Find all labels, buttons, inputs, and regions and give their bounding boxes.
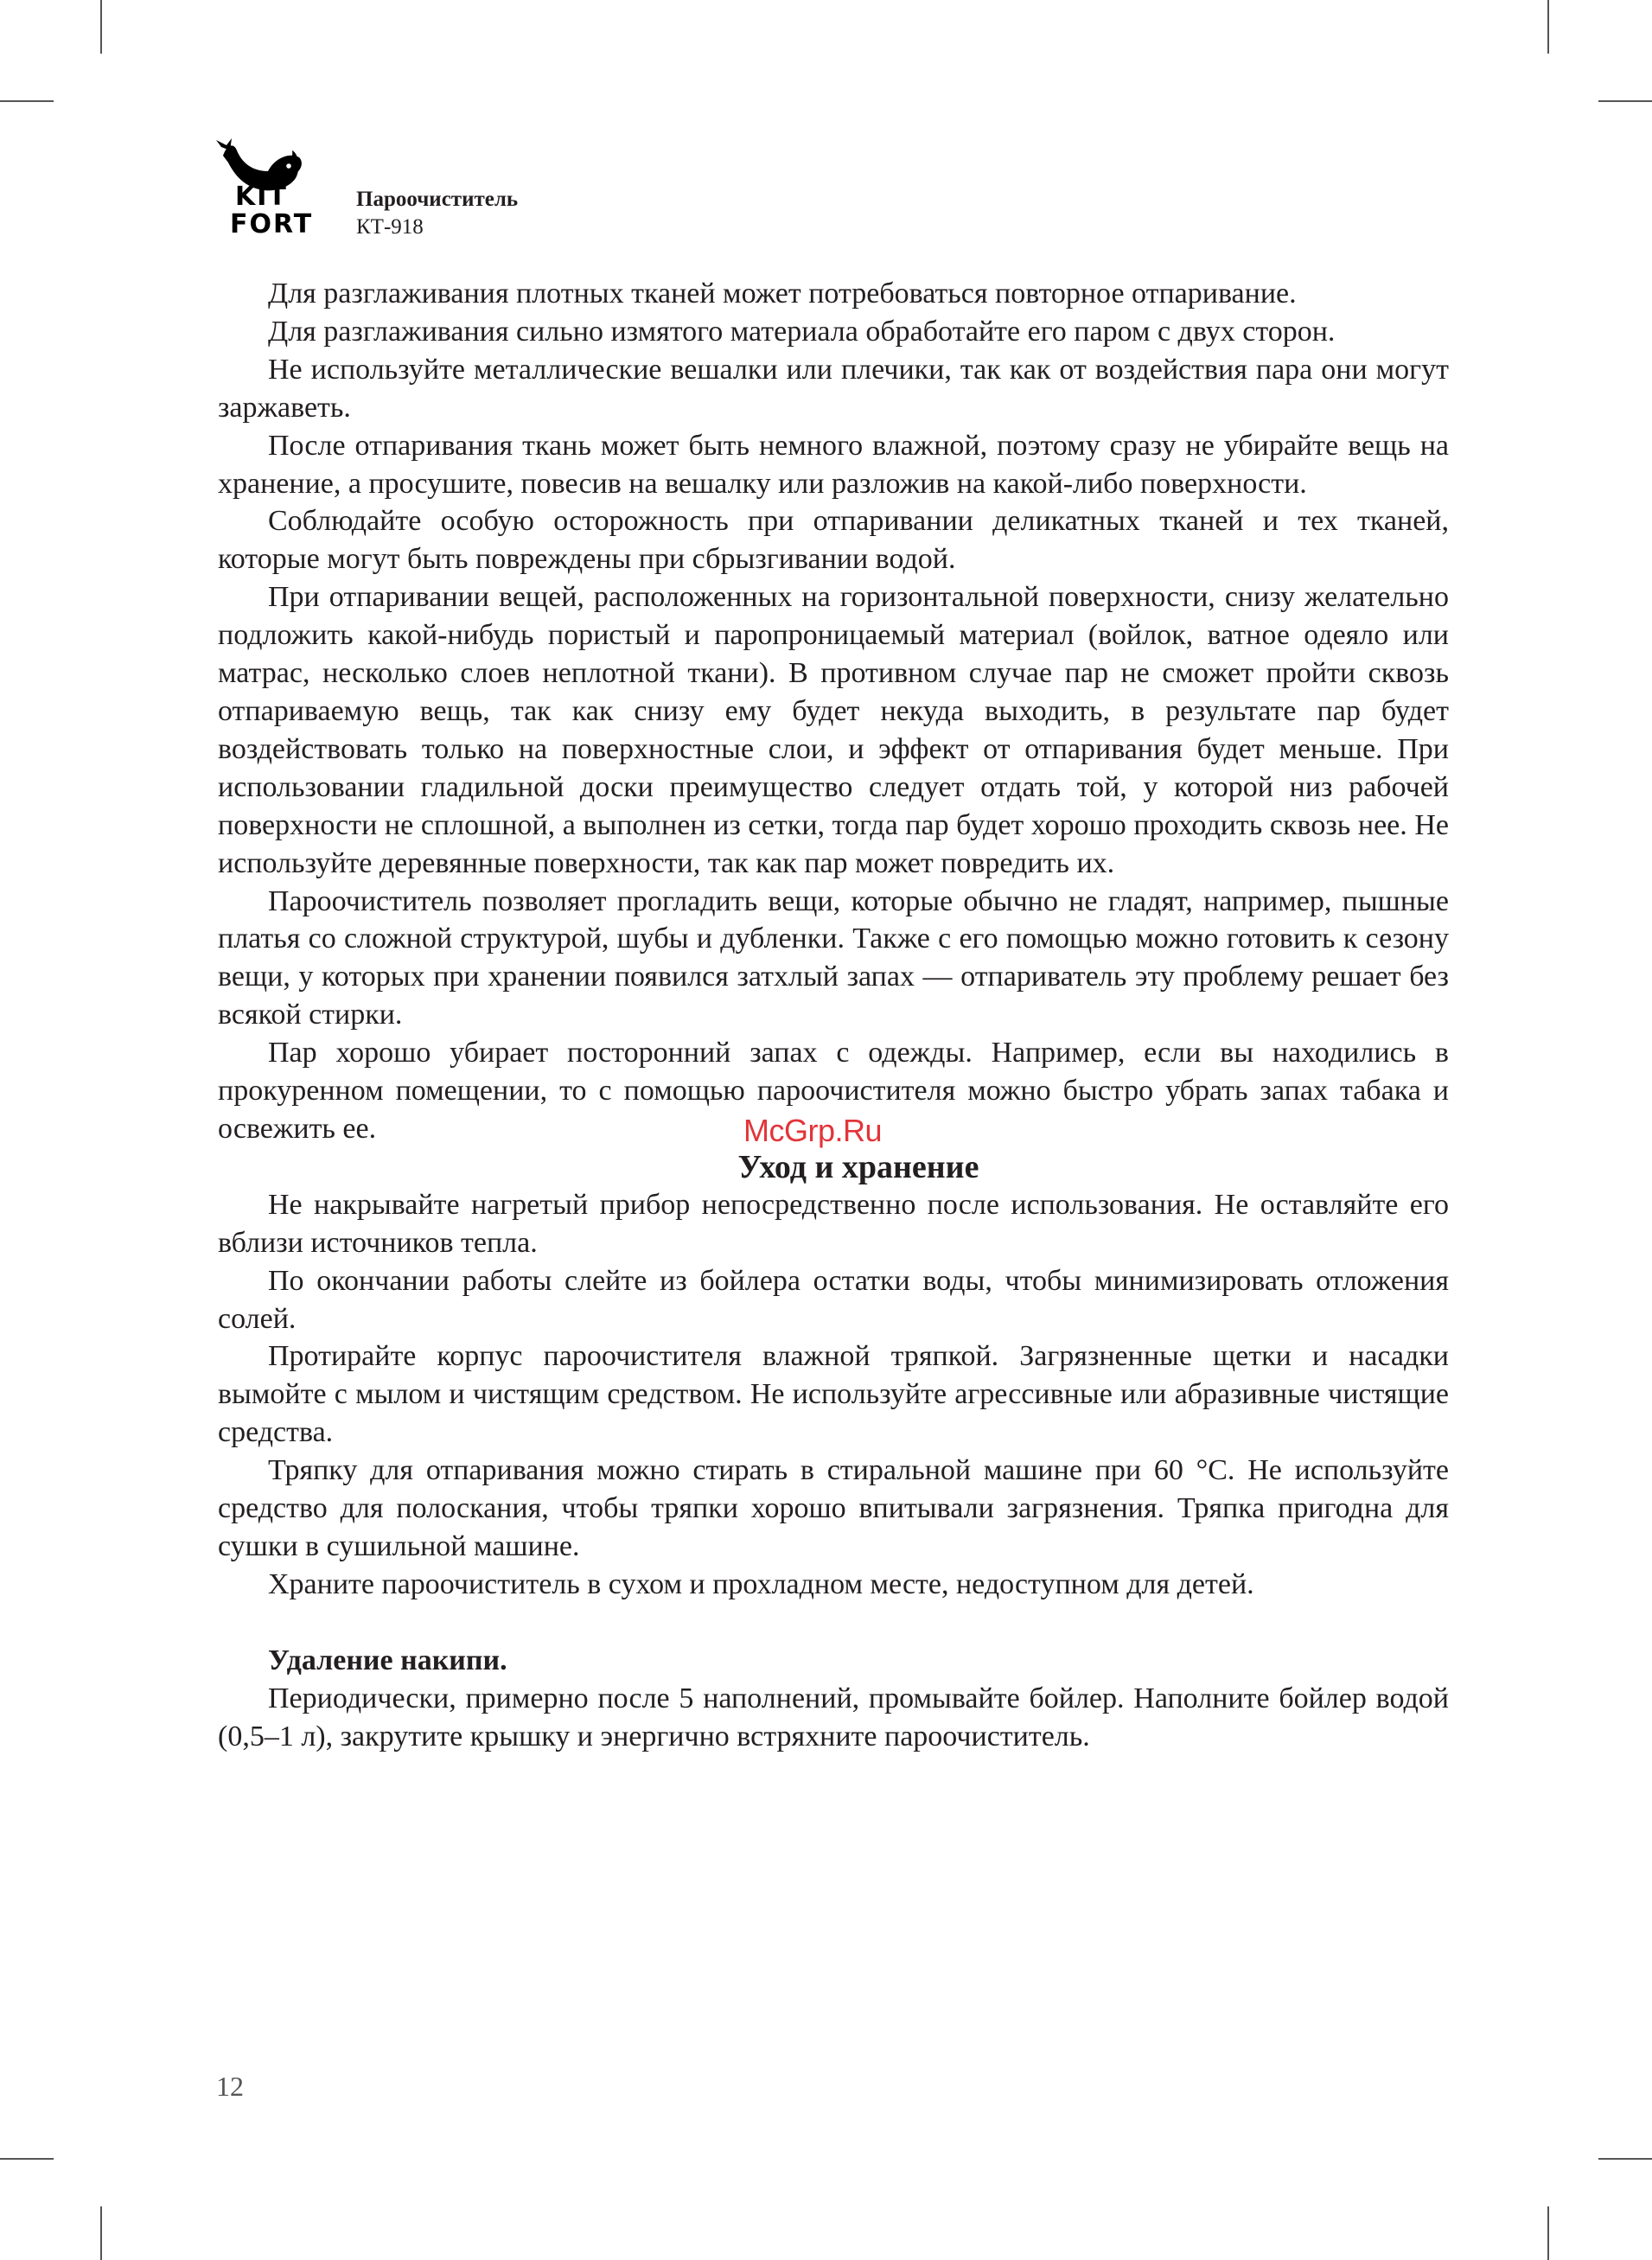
paragraph: По окончании работы слейте из бойлера остатки воды, чтобы минимизировать отложения солей. [218,1264,1449,1335]
brand-wordmark [230,182,314,239]
paragraph: Периодически, примерно после 5 наполнений, промывайте бойлер. Наполните бойлер водой (0,5–1 л), закрутите крышку и энергично встряхните пароочиститель. [218,1682,1449,1752]
page-content [218,275,1449,1756]
paragraph: Для разглаживания сильно измятого материала обработайте его паром с двух сторон. [268,315,1336,348]
crop-mark [100,0,102,54]
paragraph: Соблюдайте особую осторожность при отпаривании деликатных тканей и тех тканей, которые могут быть повреждены при сбрызгивании водой. [218,505,1449,576]
crop-mark [1598,100,1652,102]
section-title-care: Уход и хранение [737,1148,979,1185]
paragraph: После отпаривания ткань может быть немного влажной, поэтому сразу не убирайте вещь на хранение, а просушите, повесив на вешалку или разложив на какой-либо поверхности. [218,429,1449,500]
paragraph: Тряпку для отпаривания можно стирать в стиральной машине при 60 °С. Не используйте средство для полоскания, чтобы тряпки хорошо впитывали загрязнения. Тряпка пригодна для сушки в сушильной машине. [218,1454,1449,1562]
crop-mark [100,2206,102,2260]
paragraph: Протирайте корпус пароочистителя влажной тряпкой. Загрязненные щетки и насадки вымойте с мылом и чистящим средством. Не используйте агрессивные или абразивные чистящие средства. [218,1340,1449,1449]
watermark: McGrp.Ru [743,1113,883,1148]
crop-mark [1547,0,1549,54]
paragraph: Не используйте металлические вешалки или плечики, так как от воздействия пара они могут заржаветь. [218,353,1449,424]
crop-mark [1547,2206,1549,2260]
crop-mark [0,100,54,102]
crop-mark [1598,2158,1652,2160]
brand-line-1: KIT [235,182,288,212]
paragraph: При отпаривании вещей, расположенных на горизонтальной поверхности, снизу желательно подложить какой-нибудь пористый и паропроницаемый материал (войлок, ватное одеяло или матрас, несколько слоев неплотной ткани). В противном случае пар не сможет пройти сквозь отпариваемую вещь, так как снизу ему будет некуда выходить, в результате пар будет воздействовать только на поверхностные слои, и эффект от отпаривания будет меньше. При использовании гладильной доски преимущество следует отдать той, у которой низ рабочей поверхности не сплошной, а выполнен из сетки, тогда пар будет хорошо проходить сквозь нее. Не используйте деревянные поверхности, так как пар может повредить их. [218,581,1449,879]
paragraph: Для разглаживания плотных тканей может потребоваться повторное отпаривание. [268,278,1297,310]
paragraph: Пароочиститель позволяет прогладить вещи, которые обычно не гладят, например, пышные платья со сложной структурой, шубы и дубленки. Также с его помощью можно готовить к сезону вещи, у которых при хранении появился затхлый запах — отпариватель эту проблему решает без всякой стирки. [218,884,1449,1031]
descaling-heading: Удаление накипи. [268,1644,507,1676]
header-model-number: КТ-918 [356,215,424,239]
page-number: 12 [216,2071,244,2102]
crop-mark [0,2158,54,2160]
header-product-name: Пароочиститель [356,188,519,211]
brand-line-2: FORT [230,209,314,239]
paragraph: Храните пароочиститель в сухом и прохладном месте, недоступном для детей. [268,1567,1254,1600]
paragraph: Не накрывайте нагретый прибор непосредственно после использования. Не оставляйте его вблизи источников тепла. [218,1188,1449,1259]
paragraph: Пар хорошо убирает посторонний запах с одежды. Например, если вы находились в прокуренном помещении, то с помощью пароочистителя можно быстро убрать запах табака и освежить ее. [218,1037,1449,1145]
